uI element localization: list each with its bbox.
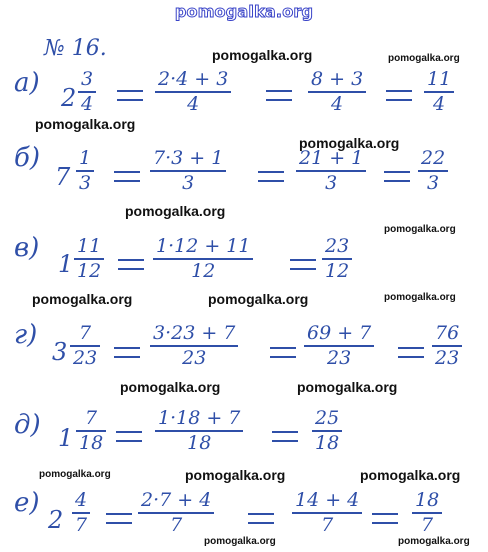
fraction-step <box>150 148 226 194</box>
numerator: 69 + 7 <box>307 322 372 344</box>
equals-sign <box>258 171 284 182</box>
mixed-fraction <box>70 323 100 369</box>
equals-sign <box>270 347 296 358</box>
row-label: д) <box>14 410 41 440</box>
denominator: 7 <box>170 514 183 536</box>
denominator: 4 <box>433 93 446 115</box>
denominator: 7 <box>75 514 88 536</box>
whole-part: 2 <box>48 506 64 534</box>
watermark: pomogalka.org <box>297 379 398 395</box>
denominator: 23 <box>327 347 352 369</box>
equals-sign <box>116 431 142 442</box>
denominator: 4 <box>81 93 94 115</box>
numerator: 76 <box>435 322 460 344</box>
denominator: 12 <box>77 260 102 282</box>
equals-sign <box>248 513 274 524</box>
whole-part: 1 <box>58 250 74 278</box>
numerator: 7 <box>85 407 98 429</box>
fraction-step <box>304 323 374 369</box>
numerator: 11 <box>427 68 452 90</box>
fraction-step <box>150 323 238 369</box>
equals-sign <box>398 347 424 358</box>
denominator: 3 <box>325 172 338 194</box>
numerator: 8 + 3 <box>311 68 364 90</box>
equals-sign <box>118 259 144 270</box>
mixed-fraction <box>78 69 96 115</box>
watermark: pomogalka.org <box>39 469 111 480</box>
numerator: 23 <box>325 235 350 257</box>
fraction-result <box>432 323 462 369</box>
equals-sign <box>114 347 140 358</box>
denominator: 3 <box>427 172 440 194</box>
equals-sign <box>266 90 292 101</box>
numerator: 25 <box>315 407 340 429</box>
whole-part: 2 <box>61 84 77 112</box>
whole-part: 3 <box>52 338 68 366</box>
mixed-fraction <box>72 490 90 536</box>
row-label: в) <box>14 233 40 263</box>
watermark: pomogalka.org <box>398 536 470 547</box>
numerator: 2·7 + 4 <box>141 489 212 511</box>
fraction-step <box>138 490 214 536</box>
equals-sign <box>386 90 412 101</box>
numerator: 2·4 + 3 <box>158 68 229 90</box>
numerator: 21 + 1 <box>299 147 364 169</box>
watermark: pomogalka.org <box>360 467 461 483</box>
watermark: pomogalka.org <box>299 135 400 151</box>
site-header[interactable]: pomogalka.org <box>174 2 314 21</box>
task-number: № 16. <box>44 36 107 61</box>
row-label: г) <box>14 320 38 350</box>
equals-sign <box>114 171 140 182</box>
whole-part: 7 <box>55 163 71 191</box>
fraction-step <box>292 490 362 536</box>
watermark: pomogalka.org <box>185 467 286 483</box>
watermark: pomogalka.org <box>204 536 276 547</box>
mixed-fraction <box>76 408 106 454</box>
row-label: е) <box>14 488 40 518</box>
denominator: 23 <box>435 347 460 369</box>
fraction-result <box>412 490 442 536</box>
numerator: 4 <box>75 489 88 511</box>
fraction-result <box>418 148 448 194</box>
mixed-fraction <box>76 148 94 194</box>
numerator: 22 <box>421 147 446 169</box>
fraction-step <box>155 69 231 115</box>
denominator: 4 <box>331 93 344 115</box>
equals-sign <box>272 431 298 442</box>
fraction-result <box>312 408 342 454</box>
fraction-result <box>322 236 352 282</box>
watermark: pomogalka.org <box>208 291 309 307</box>
watermark: pomogalka.org <box>384 292 456 303</box>
denominator: 4 <box>187 93 200 115</box>
equals-sign <box>384 171 410 182</box>
numerator: 3·23 + 7 <box>153 322 236 344</box>
numerator: 18 <box>415 489 440 511</box>
denominator: 18 <box>187 432 212 454</box>
fraction-step <box>155 408 243 454</box>
equals-sign <box>117 90 143 101</box>
numerator: 7·3 + 1 <box>153 147 224 169</box>
denominator: 3 <box>182 172 195 194</box>
numerator: 3 <box>81 68 94 90</box>
denominator: 23 <box>182 347 207 369</box>
denominator: 7 <box>321 514 334 536</box>
watermark: pomogalka.org <box>384 224 456 235</box>
equals-sign <box>290 259 316 270</box>
denominator: 7 <box>421 514 434 536</box>
mixed-fraction <box>74 236 104 282</box>
denominator: 12 <box>325 260 350 282</box>
equals-sign <box>106 513 132 524</box>
watermark: pomogalka.org <box>35 116 136 132</box>
fraction-step <box>308 69 366 115</box>
watermark: pomogalka.org <box>32 291 133 307</box>
denominator: 18 <box>315 432 340 454</box>
numerator: 11 <box>77 235 102 257</box>
watermark: pomogalka.org <box>212 47 313 63</box>
numerator: 1·12 + 11 <box>156 235 251 257</box>
numerator: 7 <box>79 322 92 344</box>
fraction-result <box>424 69 454 115</box>
numerator: 1 <box>79 147 92 169</box>
watermark: pomogalka.org <box>120 379 221 395</box>
fraction-step <box>296 148 366 194</box>
watermark: pomogalka.org <box>388 53 460 64</box>
numerator: 14 + 4 <box>295 489 360 511</box>
denominator: 3 <box>79 172 92 194</box>
whole-part: 1 <box>58 424 74 452</box>
numerator: 1·18 + 7 <box>158 407 241 429</box>
denominator: 12 <box>191 260 216 282</box>
row-label: а) <box>14 68 40 98</box>
fraction-step <box>153 236 253 282</box>
denominator: 23 <box>73 347 98 369</box>
watermark: pomogalka.org <box>125 203 226 219</box>
row-label: б) <box>14 143 41 173</box>
denominator: 18 <box>79 432 104 454</box>
equals-sign <box>372 513 398 524</box>
